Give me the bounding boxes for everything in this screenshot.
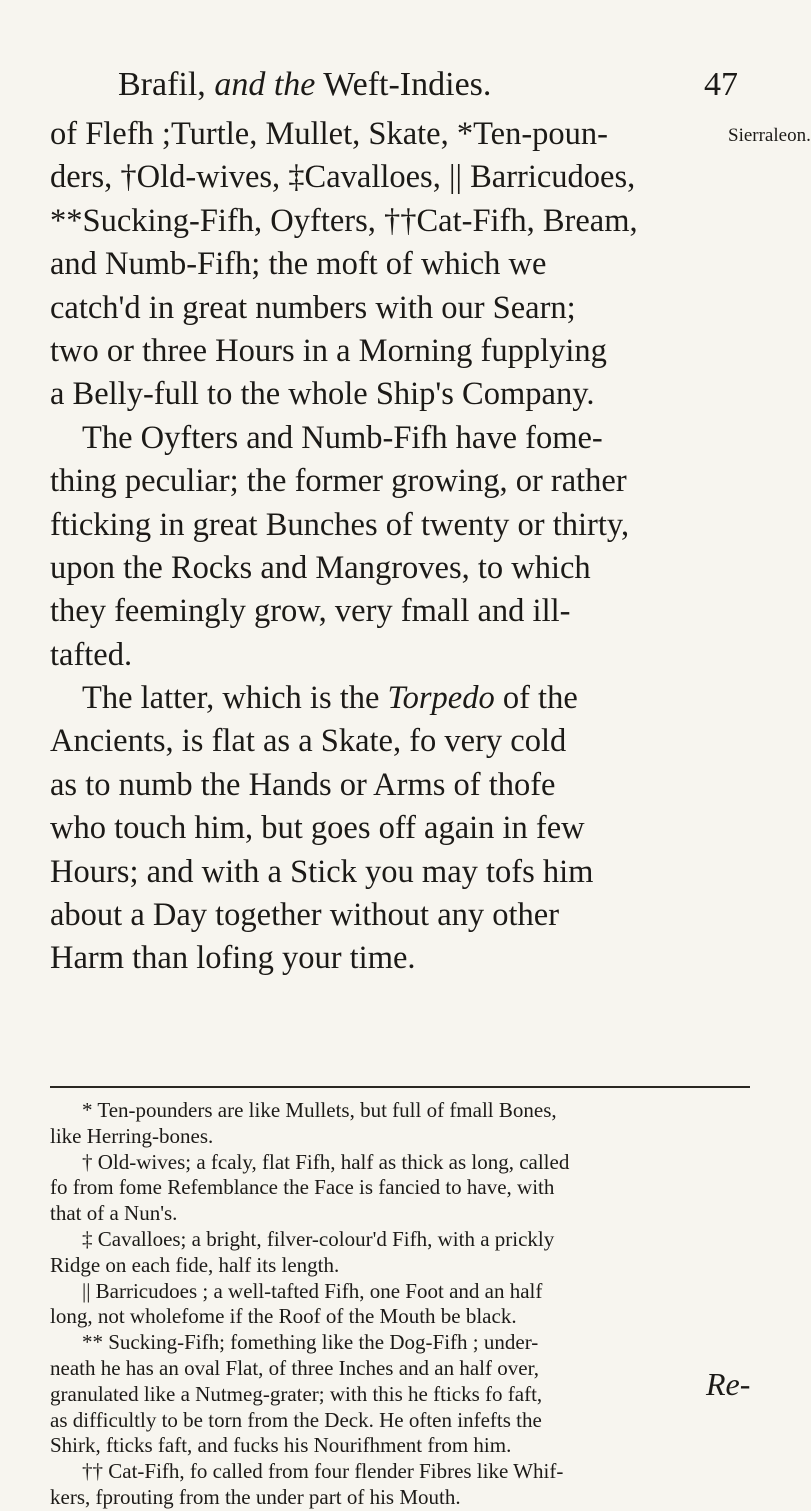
text-line: fticking in great Bunches of twenty or thirty, <box>50 506 630 543</box>
footnote-line: † Old-wives; a fcaly, flat Fifh, half as thick as long, called <box>82 1149 570 1174</box>
text-line: The Oyfters and Numb-Fifh have fome- <box>82 419 603 456</box>
text-line: about a Day together without any other <box>50 897 560 934</box>
text-line <box>50 677 750 720</box>
torpedo-italic: Torpedo <box>387 680 495 717</box>
text-segment: of the <box>502 680 578 717</box>
text-line: they feemingly grow, very fmall and ill- <box>50 593 571 630</box>
text-line: of Flefh ;Turtle, Mullet, Skate, *Ten-poun- <box>50 116 608 152</box>
footnote-line: long, not wholefome if the Roof of the Mouth be black. <box>50 1304 517 1329</box>
text-segment: The latter, which is the <box>82 680 380 717</box>
text-line: Ancients, is flat as a Skate, fo very cold <box>50 723 567 760</box>
margin-note: Sierraleon. <box>728 125 811 146</box>
text-line: two or three Hours in a Morning fupplying <box>50 332 607 369</box>
text-line: tafted. <box>50 636 133 673</box>
footnote-line: fo from fome Refemblance the Face is fancied to have, with <box>50 1175 555 1200</box>
text-line: who touch him, but goes off again in few <box>50 810 585 847</box>
text-line: catch'd in great numbers with our Searn; <box>50 289 576 326</box>
text-line: ders, †Old-wives, ‡Cavalloes, || Barricudoes, <box>50 159 636 196</box>
footnote-line: Ridge on each fide, half its length. <box>50 1252 340 1277</box>
text-line: as to numb the Hands or Arms of thofe <box>50 766 556 803</box>
footnote-line: Shirk, fticks faft, and fucks his Nourifhment from him. <box>50 1433 512 1458</box>
running-title-end: Weft-Indies. <box>323 66 492 103</box>
text-line: **Sucking-Fifh, Oyfters, ††Cat-Fifh, Bream, <box>50 202 638 239</box>
footnote-line: * Ten-pounders are like Mullets, but full of fmall Bones, <box>82 1098 557 1122</box>
footnote-line: || Barricudoes ; a well-tafted Fifh, one Foot and an half <box>82 1278 543 1303</box>
running-title-italic: and the <box>214 66 316 103</box>
running-title-start: Brafil, <box>118 66 206 103</box>
footnote-line: that of a Nun's. <box>50 1201 178 1226</box>
footnote-line: ** Sucking-Fifh; fomething like the Dog-Fifh ; under- <box>82 1330 539 1355</box>
footnote-rule <box>50 1086 750 1088</box>
running-title <box>118 60 491 110</box>
text-line: thing peculiar; the former growing, or rather <box>50 463 627 500</box>
text-line: upon the Rocks and Mangroves, to which <box>50 549 591 586</box>
footnote-line: †† Cat-Fifh, fo called from four flender Fibres like Whif- <box>82 1459 564 1484</box>
footnote-line: ‡ Cavalloes; a bright, filver-colour'd Fifh, with a prickly <box>82 1226 555 1251</box>
footnote-line: granulated like a Nutmeg-grater; with this he fticks fo faft, <box>50 1381 543 1406</box>
footnotes <box>50 1098 760 1511</box>
footnote-line: neath he has an oval Flat, of three Inches and an half over, <box>50 1355 539 1380</box>
main-text <box>50 113 750 981</box>
text-line: Hours; and with a Stick you may tofs him <box>50 853 594 890</box>
text-line: a Belly-full to the whole Ship's Company. <box>50 376 595 413</box>
text-line: Harm than lofing your time. <box>50 940 416 977</box>
footnote-line: as difficultly to be torn from the Deck. He often infefts the <box>50 1407 542 1432</box>
running-head <box>118 60 738 110</box>
catchword: Re- <box>706 1366 751 1402</box>
footnote-line: kers, fprouting from the under part of his Mouth. <box>50 1484 461 1509</box>
footnote-line: like Herring-bones. <box>50 1123 214 1148</box>
text-line: and Numb-Fifh; the moft of which we <box>50 246 547 283</box>
page-number: 47 <box>704 66 738 103</box>
